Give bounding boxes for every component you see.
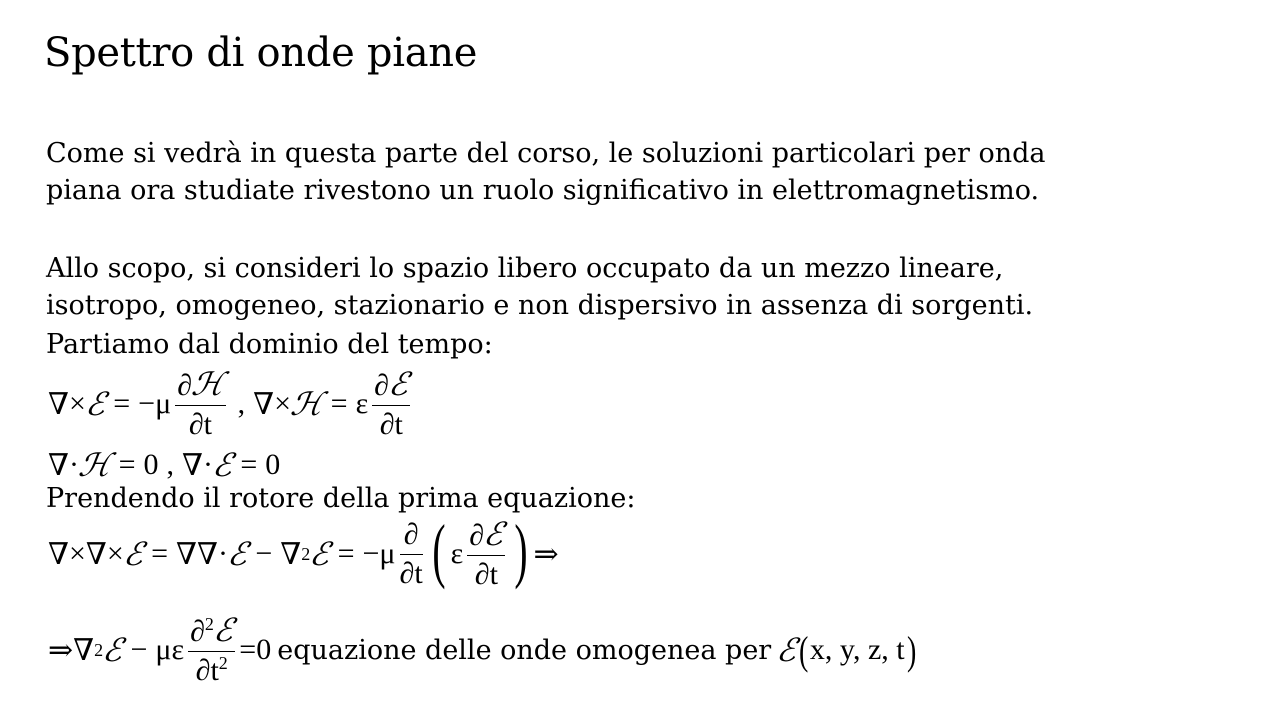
nabla-symbol: ∇ (48, 448, 69, 482)
fraction-numerator (402, 518, 421, 554)
nabla-symbol: ∇ (197, 537, 218, 571)
epsilon-symbol: ε (171, 633, 185, 666)
implies-symbol: ⇒ (48, 633, 74, 667)
equation-maxwell-curl (48, 366, 414, 442)
nabla-symbol: ∇ (280, 537, 302, 571)
comma-symbol: , (166, 448, 174, 481)
nabla-symbol: ∇ (253, 387, 275, 421)
partial-symbol: ∂ (403, 517, 419, 551)
e-field-symbol: ℰ (121, 536, 146, 572)
cross-symbol: × (68, 387, 86, 420)
left-parenthesis: ( (432, 510, 446, 590)
nabla-symbol: ∇ (182, 448, 203, 482)
paragraph-scope (46, 250, 1033, 324)
paragraph-intro-line-2: piana ora studiate rivestono un ruolo significativo in elettromagnetismo. (46, 175, 1040, 206)
wave-equation-description: equazione delle onde omogenea per (277, 634, 772, 666)
equation-wave: ⇒ ∇ 2 ℰ − μ ε $\frac{\partial^2ℰ}{\partial t^2}$ = 0 equazione delle onde omogenea per ℰ ( x, y, z, t ) (48, 611, 916, 687)
equals-symbol: = (113, 387, 131, 420)
minus-symbol: − (138, 387, 156, 420)
time-symbol: t (414, 556, 423, 590)
h-field-symbol: ℋ (189, 365, 227, 402)
e-field-symbol: ℰ (100, 632, 125, 668)
partial-symbol: ∂ (379, 407, 395, 441)
h-field-symbol: ℋ (76, 447, 114, 483)
equals-symbol: = (118, 448, 136, 481)
paragraph-curl-first: Prendendo il rotore della prima equazione: (46, 483, 636, 514)
e-field-symbol: ℰ (481, 515, 507, 552)
paragraph-scope-line-2: isotropo, omogeneo, stazionario e non dispersivo in assenza di sorgenti. (46, 290, 1034, 321)
comma-symbol: , (237, 387, 246, 420)
mu-symbol: μ (155, 633, 172, 666)
minus-symbol: − (130, 633, 148, 666)
equals-symbol: = (239, 633, 257, 666)
epsilon-symbol: ε (355, 387, 369, 420)
fraction-dh-dt (175, 367, 225, 442)
partial-symbol: ∂ (374, 368, 389, 402)
e-field-symbol: ℰ (210, 447, 235, 483)
right-parenthesis: ) (906, 627, 916, 673)
time-symbol: t (394, 407, 403, 441)
partial-symbol: ∂ (469, 518, 485, 552)
right-parenthesis: ) (514, 510, 529, 590)
fraction-numerator (188, 613, 235, 651)
fraction-d2e-dt2 (188, 613, 235, 688)
partial-symbol: ∂ (190, 614, 205, 648)
e-field-symbol: ℰ (225, 536, 250, 572)
partial-symbol: ∂ (399, 556, 415, 590)
e-field-symbol: ℰ (211, 611, 236, 648)
dot-symbol: · (202, 448, 213, 481)
paragraph-scope-line-1: Allo scopo, si consideri lo spazio libero occupato da un mezzo lineare, (46, 253, 1004, 284)
fraction-numerator (372, 367, 410, 405)
nabla-symbol: ∇ (85, 537, 107, 571)
e-field-symbol: ℰ (774, 632, 800, 668)
fraction-numerator (175, 367, 225, 405)
implies-symbol: ⇒ (533, 537, 559, 571)
partial-symbol: ∂ (177, 368, 193, 402)
fraction-denominator (400, 555, 423, 591)
fraction-denominator (196, 652, 228, 688)
dot-symbol: · (217, 537, 228, 570)
e-field-symbol: ℰ (386, 365, 411, 402)
minus-symbol: − (362, 537, 380, 570)
equals-symbol: = (240, 448, 258, 481)
superscript-two: 2 (218, 652, 228, 673)
cross-symbol: × (106, 537, 124, 570)
paragraph-intro (46, 135, 1045, 209)
fraction-numerator (467, 517, 505, 555)
dot-symbol: · (68, 448, 79, 481)
paragraph-intro-line-1: Come si vedrà in questa parte del corso, le soluzioni particolari per onda (46, 138, 1046, 169)
h-field-symbol: ℋ (288, 386, 326, 422)
nabla-symbol: ∇ (48, 387, 69, 421)
e-field-symbol: ℰ (83, 386, 108, 422)
mu-symbol: μ (379, 537, 396, 570)
zero-symbol: 0 (256, 633, 272, 666)
paragraph-time-domain: Partiamo dal dominio del tempo: (46, 329, 493, 360)
equals-symbol: = (337, 537, 355, 570)
nabla-symbol: ∇ (176, 537, 197, 571)
zero-symbol: 0 (265, 448, 281, 481)
e-field-symbol: ℰ (307, 536, 333, 572)
time-symbol: t (203, 407, 212, 441)
time-symbol: t (489, 557, 498, 591)
fraction-de-dt (467, 517, 505, 592)
equation-maxwell-divergence (48, 446, 280, 484)
nabla-symbol: ∇ (48, 537, 69, 571)
fraction-denominator (189, 406, 212, 442)
minus-symbol: − (255, 537, 273, 570)
fraction-d-dt (400, 518, 423, 591)
equals-symbol: = (151, 537, 169, 570)
partial-symbol: ∂ (474, 557, 490, 591)
partial-symbol: ∂ (195, 653, 211, 687)
slide-title: Spettro di onde piane (44, 30, 478, 76)
epsilon-symbol: ε (450, 537, 464, 570)
cross-symbol: × (68, 537, 86, 570)
partial-symbol: ∂ (188, 407, 204, 441)
fraction-de-dt (372, 367, 410, 442)
fraction-denominator (475, 556, 498, 592)
function-arguments: x, y, z, t (809, 633, 905, 666)
cross-symbol: × (274, 387, 292, 420)
time-symbol: t (210, 653, 219, 687)
zero-symbol: 0 (143, 448, 159, 481)
nabla-symbol: ∇ (73, 633, 95, 667)
left-parenthesis: ( (798, 627, 808, 673)
equals-symbol: = (330, 387, 348, 420)
equation-curl-of-curl: ∇ × ∇ × ℰ = ∇ ∇ · ℰ − ∇ 2 ℰ = − μ $\frac{\partial}{\partial t}$ ( ε $\frac{\text{∂ℰ}}{\partial t}$ ) ⇒ (48, 510, 559, 591)
superscript-two: 2 (204, 613, 214, 634)
fraction-denominator (380, 406, 403, 442)
mu-symbol: μ (155, 387, 172, 420)
